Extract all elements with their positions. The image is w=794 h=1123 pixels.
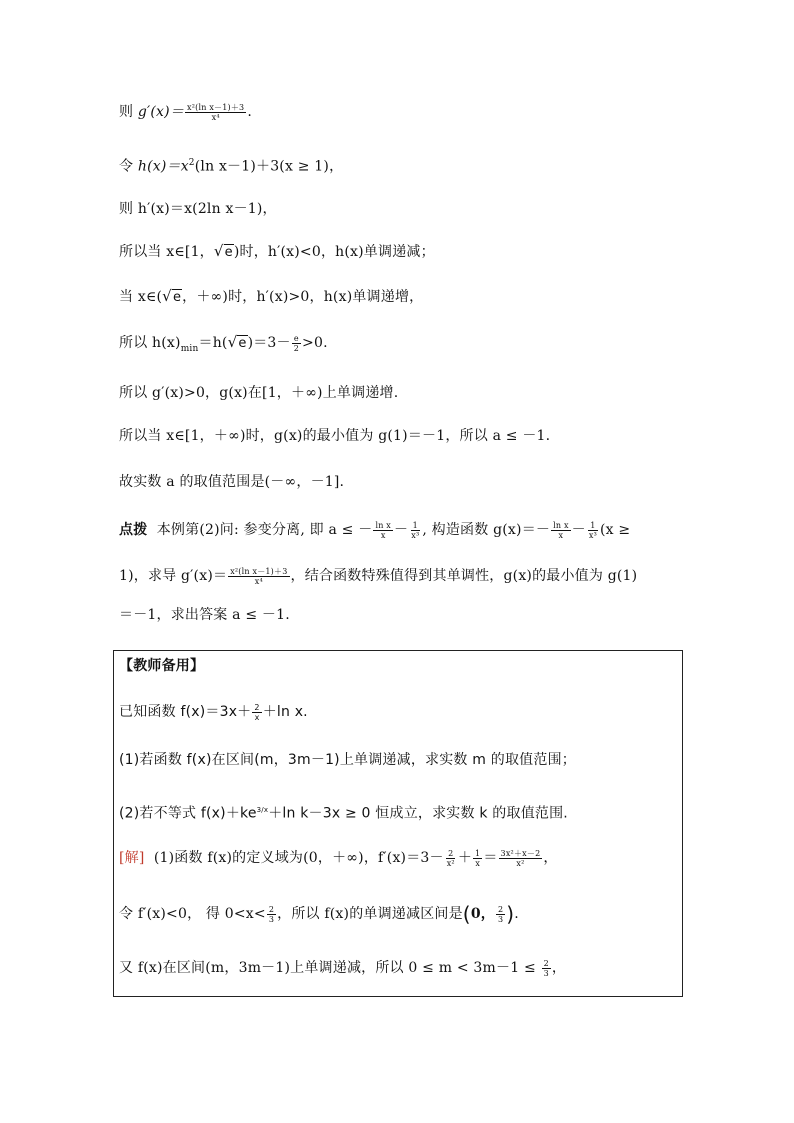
fraction-denominator: 3	[268, 914, 275, 924]
conclusion-line	[119, 472, 344, 492]
g-increasing-line	[119, 383, 398, 403]
title-text: 【教师备用】	[119, 658, 205, 674]
text: (ln x－1)＋3(x ≥ 1)，	[194, 158, 344, 175]
radical-icon: √	[213, 242, 224, 260]
fraction-numerator: 2	[497, 904, 504, 914]
text: (1)函数 f(x)的定义域为(0，＋∞)，f′(x)＝3－	[153, 850, 444, 866]
fraction-denominator: 3	[543, 968, 549, 978]
fraction-denominator: x	[254, 712, 260, 722]
teacher-box-title	[119, 656, 204, 676]
fraction-numerator: x²(ln x－1)＋3	[230, 566, 288, 576]
fraction-numerator: 3x²＋x－2	[500, 848, 541, 858]
question-function-line	[119, 702, 308, 722]
fraction-numerator: ln x	[553, 520, 569, 530]
g-minimum-line	[119, 426, 550, 446]
sqrt-argument: e	[172, 290, 182, 305]
decreasing-line	[119, 242, 435, 262]
text: ＝	[483, 850, 498, 866]
fraction-numerator: x²(ln x－1)＋3	[187, 102, 245, 112]
text: 则 h′(x)＝x(2ln x－1)，	[119, 201, 277, 217]
left-paren: (	[462, 902, 471, 926]
text: ＋ln x.	[262, 704, 308, 720]
text: 又 f(x)在区间(m，3m－1)上单调递减，所以 0 ≤ m < 3m－1 ≤	[119, 960, 536, 976]
sqrt-e	[228, 333, 248, 351]
text: －	[571, 522, 586, 538]
fraction-numerator: e	[293, 333, 299, 343]
text: 本例第(2)问: 参变分离, 即 a ≤ －	[156, 522, 373, 538]
solution-label: [解]	[119, 850, 145, 866]
tip-line-1	[119, 520, 630, 540]
increasing-line	[119, 287, 423, 307]
tip-line-3	[119, 605, 290, 625]
text: ，	[543, 850, 558, 866]
fraction-denominator: x⁴	[211, 112, 220, 122]
fraction	[542, 959, 551, 978]
text: ＝－1，求出答案 a ≤ －1.	[119, 607, 290, 623]
text: ，结合函数特殊值得到其单调性，g(x)的最小值为 g(1)	[290, 568, 638, 584]
fraction-denominator: x	[475, 858, 481, 868]
text: ＝h(	[198, 335, 228, 351]
text: 0，	[470, 906, 495, 922]
text: 则	[119, 104, 138, 120]
fraction	[496, 905, 505, 924]
fraction	[409, 521, 421, 540]
right-paren: )	[506, 902, 515, 926]
text: )时，h′(x)<0，h(x)单调递减；	[233, 244, 435, 260]
h-derivative-line	[119, 199, 277, 219]
tip-label: 点拨	[119, 522, 148, 538]
tip-line-2	[119, 566, 637, 586]
fraction	[267, 905, 276, 924]
fraction-numerator: 2	[268, 904, 275, 914]
text: .	[247, 104, 252, 120]
fraction-denominator: x⁴	[254, 576, 263, 586]
text: (1)若函数 f(x)在区间(m，3m－1)上单调递减，求实数 m 的取值范围；	[119, 752, 576, 768]
text: 所以当 x∈[1，＋∞)时，g(x)的最小值为 g(1)＝－1，所以 a ≤ －1.	[119, 428, 551, 444]
text: .	[514, 906, 519, 922]
radical-icon: √	[227, 333, 238, 351]
sqrt-e	[214, 242, 234, 260]
fraction-numerator: 2	[448, 848, 454, 858]
text: 令	[119, 158, 138, 175]
derivative-line	[119, 102, 252, 122]
text: >0.	[302, 335, 328, 351]
fraction-numerator: 1	[475, 848, 481, 858]
fraction	[445, 849, 457, 868]
fraction-denominator: x³	[588, 530, 597, 540]
fraction-denominator: 2	[293, 343, 300, 353]
superscript: 2	[188, 158, 195, 168]
define-h-line	[119, 153, 343, 177]
fraction	[252, 703, 261, 722]
text: 已知函数 f(x)＝3x＋	[119, 704, 252, 720]
sqrt-argument: e	[224, 245, 233, 260]
fraction-numerator: 1	[590, 520, 596, 530]
text: 故实数 a 的取值范围是(－∞，－1].	[119, 474, 345, 490]
solution-line-2	[119, 904, 519, 924]
text: 所以当 x∈[1，	[119, 244, 214, 260]
subscript: min	[180, 343, 199, 354]
text: ，	[551, 960, 567, 976]
exponent: 3/x	[256, 806, 269, 814]
fraction	[499, 849, 543, 868]
fraction-denominator: x²	[516, 858, 525, 868]
fraction	[373, 521, 393, 540]
fraction-numerator: 2	[543, 958, 549, 968]
fraction	[185, 103, 246, 122]
question-part-1	[119, 750, 576, 770]
text: )＝3－	[247, 335, 291, 351]
fraction-denominator: x	[558, 530, 564, 540]
fraction	[292, 334, 301, 353]
fraction-denominator: 3	[497, 914, 504, 924]
text: 当 x∈(	[119, 289, 163, 305]
text: ＋	[457, 850, 473, 866]
sqrt-argument: e	[238, 336, 247, 351]
text: 所以 g′(x)>0，g(x)在[1，＋∞)上单调递增.	[119, 385, 399, 401]
fraction-numerator: ln x	[375, 520, 392, 530]
radical-icon: √	[162, 287, 172, 305]
solution-line-1	[119, 848, 558, 868]
fraction-denominator: x³	[411, 530, 420, 540]
text: 令 f′(x)<0， 得 0<x<	[119, 906, 266, 922]
fraction	[228, 567, 289, 586]
text: , 构造函数 g(x)＝－	[422, 522, 551, 538]
fraction	[473, 849, 482, 868]
fraction-denominator: x²	[446, 858, 455, 868]
fraction-numerator: 1	[412, 520, 418, 530]
fraction-denominator: x	[380, 530, 386, 540]
solution-line-3	[119, 958, 566, 978]
fraction	[587, 521, 599, 540]
text: (x ≥	[600, 522, 631, 538]
text: ，＋∞)时，h′(x)>0，h(x)单调递增，	[182, 289, 424, 305]
fraction-numerator: 2	[254, 702, 260, 712]
text: (2)若不等式 f(x)＋ke	[119, 805, 257, 822]
text: ＋ln k－3x ≥ 0 恒成立，求实数 k 的取值范围.	[268, 805, 568, 822]
text: －	[394, 522, 409, 538]
text: ，所以 f(x)的单调递减区间是	[277, 906, 463, 922]
question-part-2	[119, 800, 568, 824]
text: 所以 h(x)	[119, 335, 181, 351]
math-text: g′(x)＝	[137, 104, 185, 120]
minimum-line	[119, 333, 328, 359]
text: 1)，求导 g′(x)＝	[119, 568, 228, 584]
sqrt-e	[162, 287, 182, 305]
fraction	[551, 521, 571, 540]
math-text: h(x)＝x	[137, 158, 189, 175]
